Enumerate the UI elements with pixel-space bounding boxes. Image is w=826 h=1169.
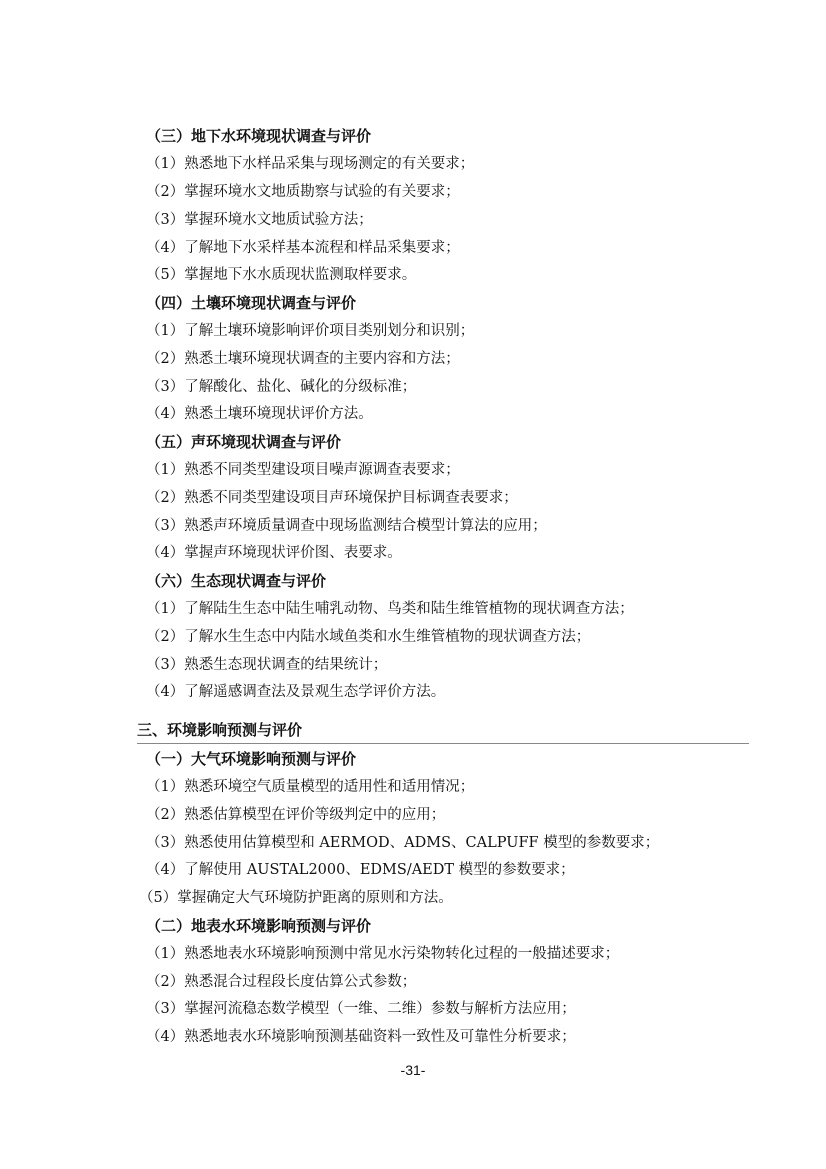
- line-8: （1）了解土壤环境影响评价项目类别划分和识别；: [146, 323, 475, 339]
- line-32: （3）掌握河流稳态数学模型（一维、二维）参数与解析方法应用；: [146, 1001, 576, 1017]
- line-16: （4）掌握声环境现状评价图、表要求。: [146, 545, 402, 561]
- line-19: （2）了解水生生态中内陆水域鱼类和水生维管植物的现状调查方法；: [146, 629, 591, 645]
- section-rule: [137, 743, 749, 744]
- line-30: （1）熟悉地表水环境影响预测中常见水污染物转化过程的一般描述要求；: [146, 946, 620, 962]
- line-5: （4）了解地下水采样基本流程和样品采集要求；: [146, 240, 460, 256]
- line-11: （4）熟悉土壤环境现状评价方法。: [146, 406, 373, 422]
- line-33: （4）熟悉地表水环境影响预测基础资料一致性及可靠性分析要求；: [146, 1029, 576, 1045]
- line-21: （4）了解遥感调查法及景观生态学评价方法。: [146, 684, 446, 700]
- line-4: （3）掌握环境水文地质试验方法；: [146, 212, 373, 228]
- line-27: （4）了解使用 AUSTAL2000、EDMS/AEDT 模型的参数要求；: [146, 862, 575, 878]
- line-29: （二）地表水环境影响预测与评价: [146, 917, 372, 935]
- line-31: （2）熟悉混合过程段长度估算公式参数；: [146, 974, 417, 990]
- line-15: （3）熟悉声环境质量调查中现场监测结合模型计算法的应用；: [146, 518, 547, 534]
- line-26: （3）熟悉使用估算模型和 AERMOD、ADMS、CALPUFF 模型的参数要求；: [146, 835, 660, 851]
- line-23: （一）大气环境影响预测与评价: [146, 750, 357, 768]
- page-number: -31-: [400, 1062, 426, 1078]
- line-2: （1）熟悉地下水样品采集与现场测定的有关要求；: [146, 156, 475, 172]
- line-25: （2）熟悉估算模型在评价等级判定中的应用；: [146, 807, 446, 823]
- line-12: （五）声环境现状调查与评价: [146, 433, 342, 451]
- line-7: （四）土壤环境现状调查与评价: [146, 294, 357, 312]
- line-24: （1）熟悉环境空气质量模型的适用性和适用情况；: [146, 779, 475, 795]
- line-13: （1）熟悉不同类型建设项目噪声源调查表要求；: [146, 462, 460, 478]
- line-6: （5）掌握地下水水质现状监测取样要求。: [146, 267, 417, 283]
- line-20: （3）熟悉生态现状调查的结果统计；: [146, 657, 388, 673]
- line-18: （1）了解陆生生态中陆生哺乳动物、鸟类和陆生维管植物的现状调查方法；: [146, 601, 634, 617]
- line-14: （2）熟悉不同类型建设项目声环境保护目标调查表要求；: [146, 490, 518, 506]
- line-10: （3）了解酸化、盐化、碱化的分级标准；: [146, 379, 417, 395]
- line-17: （六）生态现状调查与评价: [146, 572, 327, 590]
- line-9: （2）熟悉土壤环境现状调查的主要内容和方法；: [146, 351, 460, 367]
- line-1: （三）地下水环境现状调查与评价: [146, 127, 372, 145]
- line-22: 三、环境影响预测与评价: [137, 721, 303, 739]
- line-28: （5）掌握确定大气环境防护距离的原则和方法。: [139, 890, 453, 906]
- line-3: （2）掌握环境水文地质勘察与试验的有关要求；: [146, 184, 460, 200]
